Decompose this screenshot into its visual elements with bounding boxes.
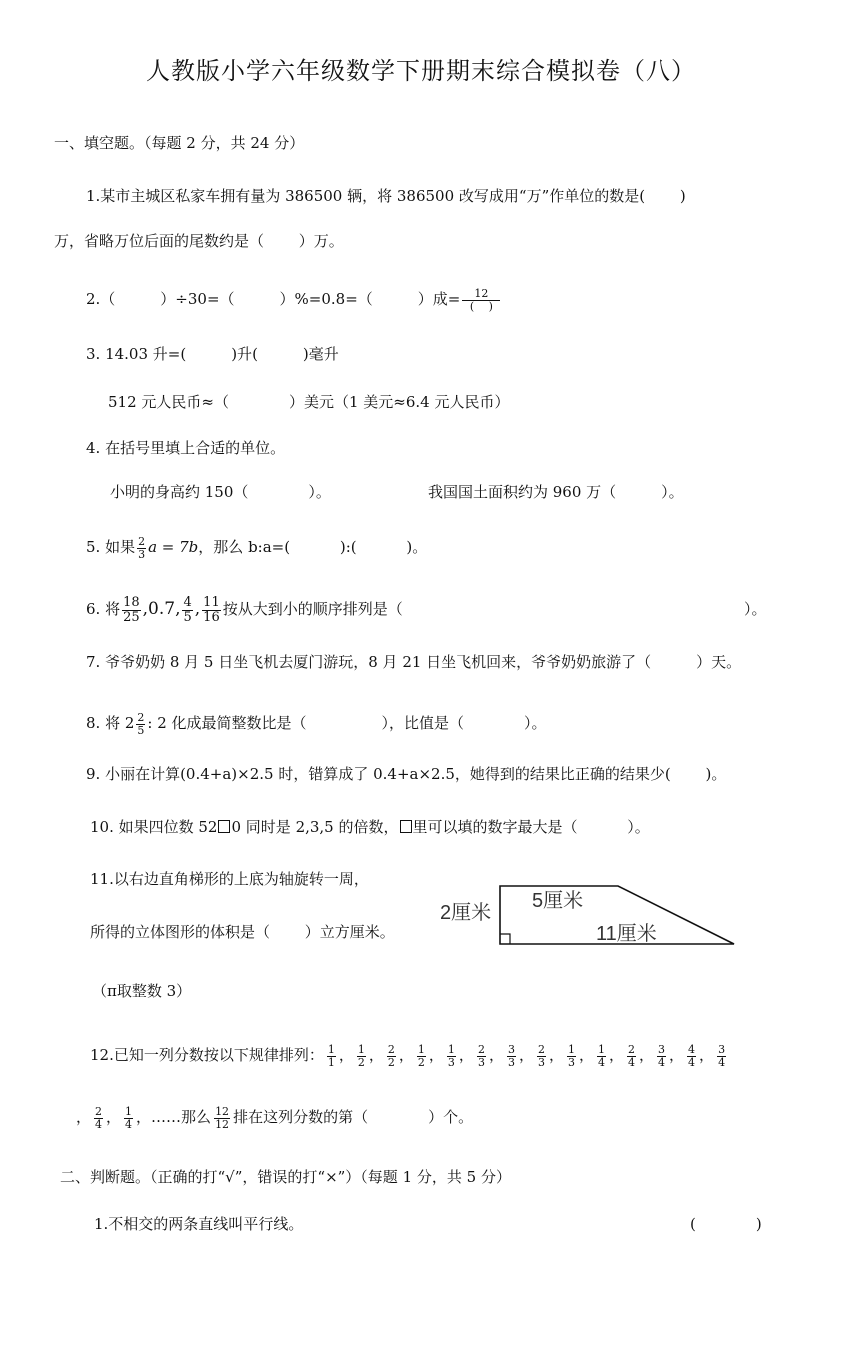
right-angle-mark-icon [500, 934, 510, 944]
sequence-fraction [94, 1106, 103, 1131]
q2-frac-num: 12 [474, 286, 489, 300]
sequence-fraction [447, 1044, 456, 1069]
sequence-separator: ， [106, 1108, 122, 1126]
sequence-fraction [387, 1044, 396, 1069]
q6-f3-num: 11 [203, 594, 220, 610]
q6 [86, 594, 403, 625]
sequence-fraction-den: 4 [688, 1055, 696, 1069]
sequence-separator: ， [398, 1046, 414, 1064]
sequence-fraction [477, 1044, 486, 1069]
q8-fraction [136, 712, 145, 737]
sequence-separator: ， [518, 1046, 534, 1064]
sequence-fraction-num: 3 [507, 1042, 515, 1056]
sequence-fraction-num: 1 [417, 1042, 425, 1056]
sequence-fraction-den: 4 [598, 1055, 605, 1069]
sequence-fraction-num: 2 [95, 1104, 103, 1118]
page-title: 人教版小学六年级数学下册期末综合模拟卷（八） [146, 57, 696, 85]
sequence-fraction-den: 3 [477, 1055, 485, 1069]
q3-line2: 512 元人民币≈（ ）美元（1 美元≈6.4 元人民币） [108, 393, 510, 411]
q10 [90, 817, 650, 837]
q12-line1 [90, 1038, 729, 1072]
sequence-fraction [124, 1106, 133, 1131]
sequence-fraction-num: 2 [628, 1042, 636, 1056]
j1-blank: ( ) [690, 1215, 762, 1233]
sequence-fraction-num: 1 [125, 1104, 133, 1118]
q2-fraction [462, 288, 500, 313]
q5-fraction [137, 536, 146, 561]
q6-fraction-2 [182, 596, 192, 625]
sequence-fraction-num: 2 [387, 1042, 395, 1056]
sequence-fraction-num: 1 [567, 1042, 575, 1056]
q6-f1-den: 25 [123, 609, 140, 625]
q1-line2: 万，省略万位后面的尾数约是（ ）万。 [54, 232, 344, 250]
sequence-fraction [357, 1044, 366, 1069]
q5-prefix: 5. 如果 [86, 538, 136, 556]
sequence-fraction [657, 1044, 666, 1069]
q5-frac-num: 2 [138, 534, 146, 548]
sequence-fraction-num: 3 [718, 1042, 726, 1056]
sequence-fraction [537, 1044, 546, 1069]
sequence-fraction-num: 1 [357, 1042, 365, 1056]
sequence-separator: ， [609, 1046, 625, 1064]
blank-box-icon [218, 820, 230, 833]
sequence-separator: ， [368, 1046, 384, 1064]
sequence-fraction [717, 1044, 726, 1069]
label-height: 2厘米 [440, 902, 492, 924]
q11-line1: 11.以右边直角梯形的上底为轴旋转一周， [90, 870, 369, 888]
q4-left: 小明的身高约 150（ ）。 [110, 483, 331, 501]
sequence-fraction-den: 4 [125, 1117, 133, 1131]
q8-prefix: 8. 将 2 [86, 714, 135, 732]
sequence-fraction-den: 3 [447, 1055, 455, 1069]
q10-suffix: 里可以填的数字最大是（ ）。 [412, 818, 650, 836]
sequence-fraction-num: 1 [447, 1042, 455, 1056]
q7: 7. 爷爷奶奶 8 月 5 日坐飞机去厦门游玩，8 月 21 日坐飞机回来，爷爷奶奶旅游了（ ）天。 [86, 653, 742, 671]
label-bottom: 11厘米 [596, 923, 657, 945]
q8-suffix: : 2 化成最简整数比是（ ），比值是（ ）。 [147, 714, 547, 732]
sequence-separator: ， [458, 1046, 474, 1064]
q5-expression: a = 7b [148, 538, 199, 556]
sequence-separator: ， [639, 1046, 655, 1064]
section1-heading: 一、填空题。（每题 2 分，共 24 分） [54, 134, 305, 152]
q12-sequence-2 [76, 1104, 152, 1131]
sequence-fraction-num: 1 [327, 1042, 335, 1056]
q12-target-fraction [214, 1106, 230, 1131]
sequence-fraction-den: 2 [417, 1055, 425, 1069]
q1-line1: 1.某市主城区私家车拥有量为 386500 辆，将 386500 改写成用“万”作单位的数是( ) [86, 187, 686, 205]
sequence-fraction-den: 4 [95, 1117, 103, 1131]
sequence-fraction [687, 1044, 696, 1069]
sequence-separator: ， [428, 1046, 444, 1064]
q9: 9. 小丽在计算(0.4+a)×2.5 时，错算成了 0.4+a×2.5，她得到的结果比正确的结果少( )。 [86, 765, 727, 783]
j1-text: 1.不相交的两条直线叫平行线。 [94, 1215, 304, 1233]
q6-fraction-1 [122, 596, 141, 625]
q5-frac-den: 3 [138, 547, 146, 561]
q4-line1: 4. 在括号里填上合适的单位。 [86, 439, 286, 457]
sequence-separator: ， [548, 1046, 564, 1064]
sequence-separator: ， [136, 1108, 152, 1126]
sequence-separator: ， [76, 1108, 92, 1126]
sequence-fraction-den: 2 [357, 1055, 365, 1069]
sequence-separator: ， [488, 1046, 504, 1064]
q6-end: ）。 [744, 600, 767, 618]
q6-f1-num: 18 [123, 594, 140, 610]
sequence-fraction [507, 1044, 516, 1069]
sequence-fraction-den: 3 [537, 1055, 545, 1069]
q12-target-num: 12 [215, 1104, 230, 1118]
trapezoid-diagram [436, 878, 746, 954]
sequence-fraction [327, 1044, 336, 1069]
sequence-fraction [567, 1044, 576, 1069]
q12-target-den: 12 [215, 1117, 230, 1131]
sequence-separator: ， [669, 1046, 685, 1064]
q4-right: 我国国土面积约为 960 万（ ）。 [428, 483, 684, 501]
sequence-separator: ， [338, 1046, 354, 1064]
sequence-fraction-den: 3 [507, 1055, 515, 1069]
q6-prefix: 6. 将 [86, 600, 121, 618]
q2 [86, 286, 502, 313]
q12-line2 [76, 1100, 473, 1134]
q10-prefix: 10. 如果四位数 52 [90, 818, 218, 836]
q6-mid1: ,0.7, [142, 599, 181, 619]
q11-line3: （π取整数 3） [92, 982, 192, 1000]
q8 [86, 709, 547, 737]
q6-f2-num: 4 [183, 594, 192, 610]
q8-frac-num: 2 [137, 710, 145, 724]
q12-sequence-1 [324, 1042, 729, 1069]
q10-middle: 0 同时是 2,3,5 的倍数， [231, 818, 399, 836]
blank-box-icon [400, 820, 412, 833]
sequence-separator: ， [699, 1046, 715, 1064]
q3-line1: 3. 14.03 升=( )升( )毫升 [86, 345, 339, 363]
sequence-fraction-num: 2 [477, 1042, 485, 1056]
q5 [86, 534, 427, 561]
q6-mid2: , [194, 599, 201, 619]
q2-text: 2.（ ）÷30=（ ）%=0.8=（ ）成= [86, 290, 461, 308]
q12-suffix: 排在这列分数的第（ ）个。 [233, 1108, 474, 1126]
q5-suffix: ，那么 b:a=( ):( )。 [198, 538, 428, 556]
label-top: 5厘米 [532, 890, 584, 912]
sequence-fraction-num: 2 [537, 1042, 545, 1056]
sequence-fraction-num: 3 [658, 1042, 666, 1056]
q12-prefix: 12.已知一列分数按以下规律排列： [90, 1046, 324, 1064]
section2-heading: 二、判断题。（正确的打“√”，错误的打“×”）（每题 1 分，共 5 分） [60, 1168, 511, 1186]
q6-f3-den: 16 [203, 609, 220, 625]
sequence-fraction-den: 4 [658, 1055, 666, 1069]
sequence-fraction [597, 1044, 606, 1069]
sequence-fraction-den: 3 [567, 1055, 575, 1069]
q2-frac-den: ( ) [462, 300, 500, 313]
sequence-fraction-den: 2 [387, 1055, 395, 1069]
q8-frac-den: 5 [137, 723, 145, 737]
sequence-fraction-den: 1 [327, 1055, 335, 1069]
sequence-fraction [417, 1044, 426, 1069]
q6-f2-den: 5 [183, 609, 192, 625]
sequence-separator: ， [578, 1046, 594, 1064]
q6-suffix: 按从大到小的顺序排列是（ [222, 600, 403, 618]
q12-ellipsis: ……那么 [151, 1108, 212, 1126]
sequence-fraction-den: 4 [628, 1055, 636, 1069]
sequence-fraction [627, 1044, 636, 1069]
sequence-fraction-den: 4 [718, 1055, 726, 1069]
sequence-fraction-num: 4 [688, 1042, 696, 1056]
sequence-fraction-num: 1 [598, 1042, 605, 1056]
q11-line2: 所得的立体图形的体积是（ ）立方厘米。 [90, 923, 395, 941]
q6-fraction-3 [202, 596, 221, 625]
